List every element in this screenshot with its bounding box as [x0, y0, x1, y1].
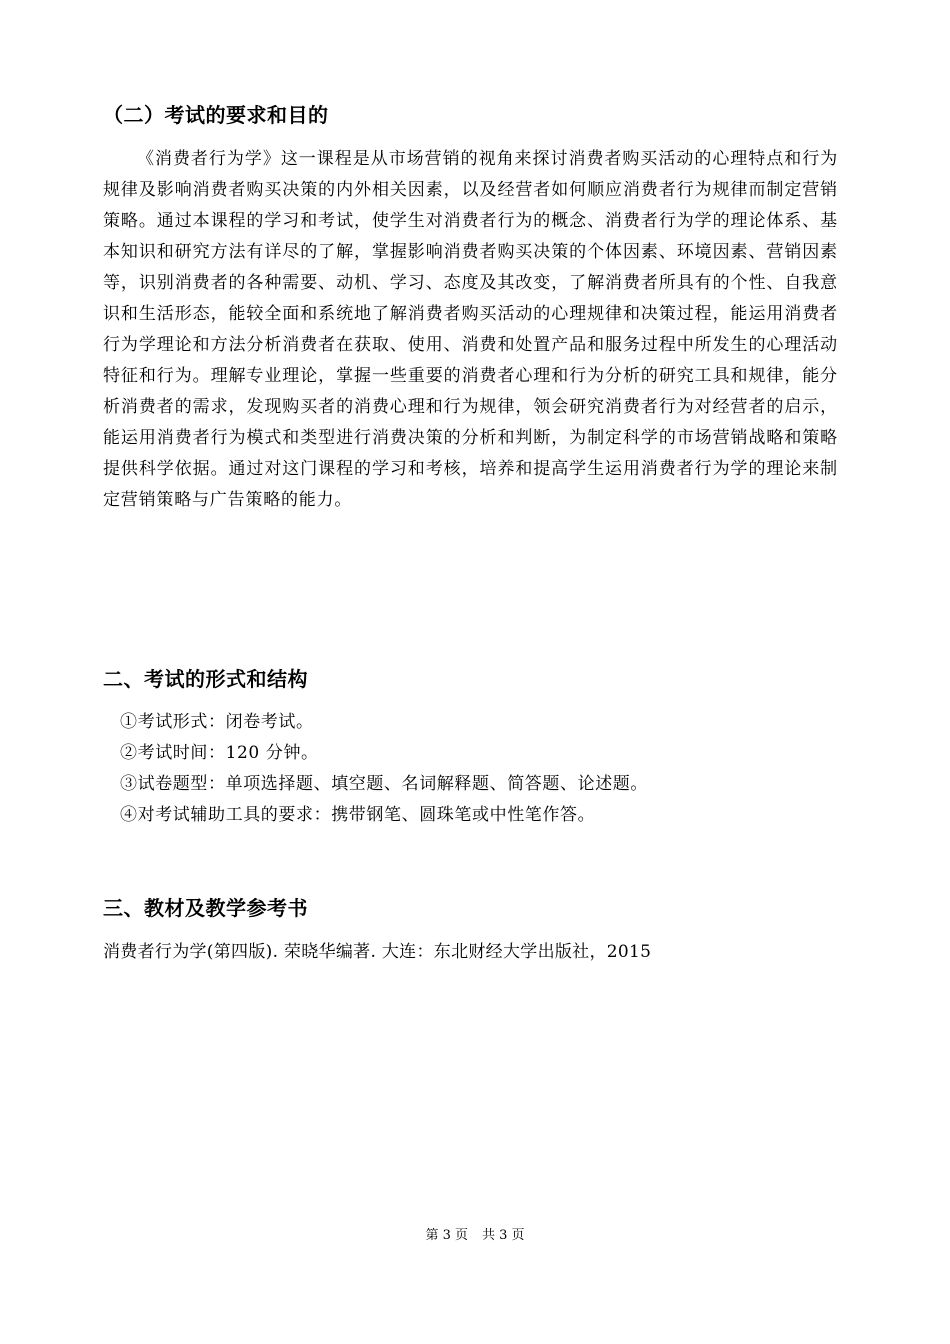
page-number: 第 3 页: [425, 1228, 468, 1243]
section-heading-textbooks: 三、教材及教学参考书: [103, 896, 308, 920]
section-heading-exam-format: 二、考试的形式和结构: [103, 667, 308, 691]
list-item: ④对考试辅助工具的要求：携带钢笔、圆珠笔或中性笔作答。: [120, 805, 596, 825]
list-item: ①考试形式：闭卷考试。: [120, 712, 314, 732]
paragraph-exam-requirements: 《消费者行为学》这一课程是从市场营销的视角来探讨消费者购买活动的心理特点和行为规律及影响消费者购买决策的内外相关因素，以及经营者如何顺应消费者行为规律而制定营销策略。通过本课程的学习和考试，使学生对消费者行为的概念、消费者行为学的理论体系、基本知识和研究方法有详尽的了解，掌握影响消费者购买决策的个体因素、环境因素、营销因素等，识别消费者的各种需要、动机、学习、态度及其改变，了解消费者所具有的个性、自我意识和生活形态，能较全面和系统地了解消费者购买活动的心理规律和决策过程，能运用消费者行为学理论和方法分析消费者在获取、使用、消费和处置产品和服务过程中所发生的心理活动特征和行为。理解专业理论，掌握一些重要的消费者心理和行为分析的研究工具和规律，能分析消费者的需求，发现购买者的消费心理和行为规律，领会研究消费者行为对经营者的启示，能运用消费者行为模式和类型进行消费决策的分析和判断，为制定科学的市场营销战略和策略提供科学依据。通过对这门课程的学习和考核，培养和提高学生运用消费者行为学的理论来制定营销策略与广告策略的能力。: [103, 149, 838, 510]
list-item: ②考试时间：120 分钟。: [120, 743, 319, 763]
textbook-reference: 消费者行为学(第四版). 荣晓华编著. 大连：东北财经大学出版社，2015: [103, 942, 652, 962]
page-footer: [0, 1226, 950, 1246]
list-item: ③试卷题型：单项选择题、填空题、名词解释题、简答题、论述题。: [120, 774, 648, 794]
page-total: 共 3 页: [482, 1228, 525, 1243]
exam-format-list: [120, 707, 648, 831]
section-heading-exam-requirements: （二）考试的要求和目的: [103, 103, 329, 127]
